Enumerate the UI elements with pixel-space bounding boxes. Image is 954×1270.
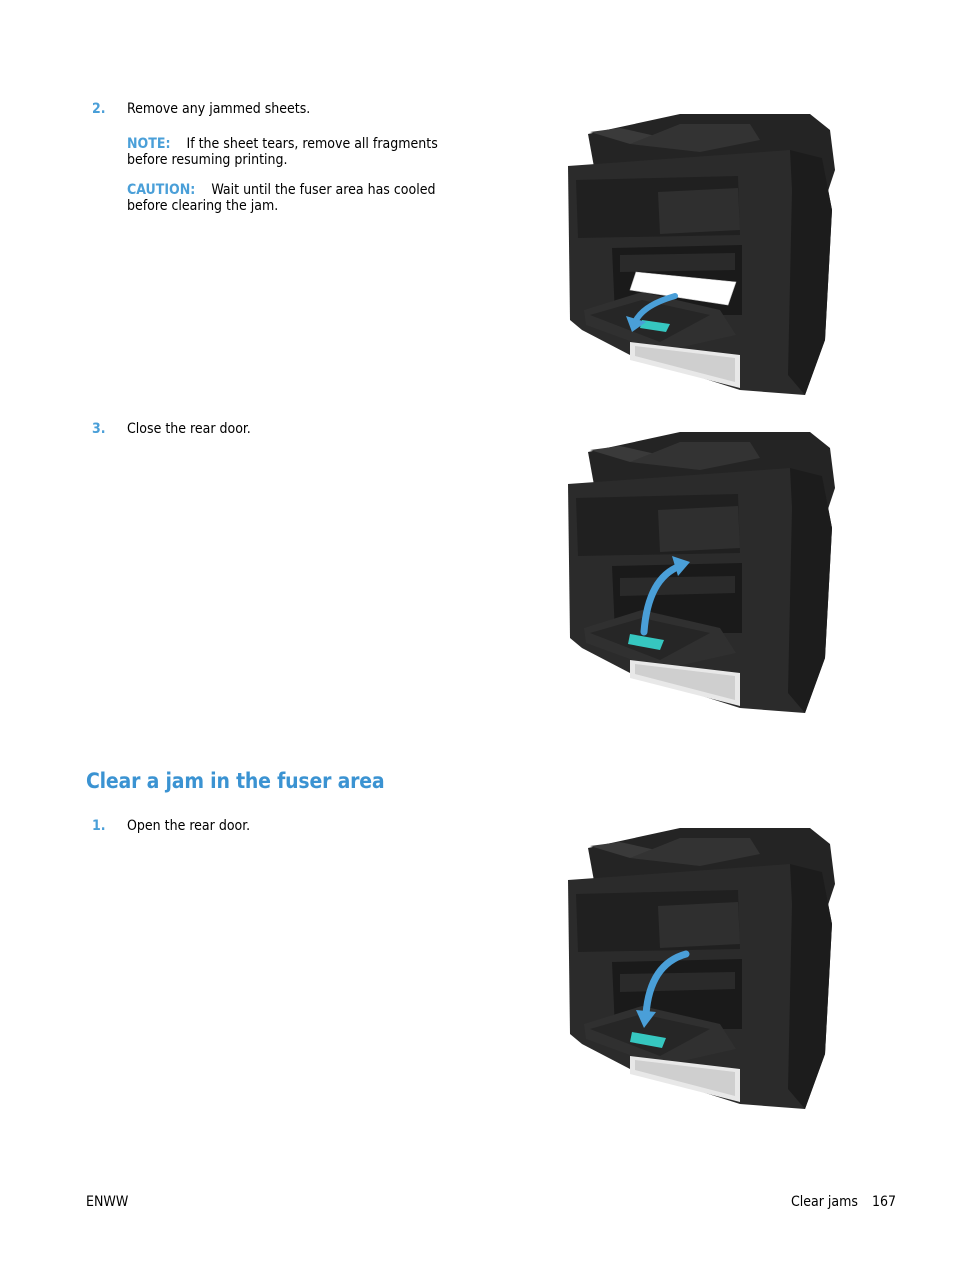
step-2-text: Remove any jammed sheets.	[127, 101, 311, 117]
step-3-text: Close the rear door.	[127, 421, 251, 437]
caution-label: CAUTION:	[127, 182, 196, 198]
footer-section: Clear jams	[790, 1194, 858, 1210]
caution-line1: Wait until the fuser area has cooled	[211, 182, 436, 198]
note	[127, 136, 487, 168]
printer-jam-image	[560, 110, 840, 400]
step-2-number: 2.	[92, 101, 106, 117]
printer-open-door-image	[560, 824, 840, 1114]
footer-left: ENWW	[86, 1194, 129, 1210]
footer-page-number: 167	[871, 1194, 896, 1210]
footer-right	[791, 1194, 896, 1210]
note-label: NOTE:	[127, 136, 171, 152]
note-line1: If the sheet tears, remove all fragments	[186, 136, 438, 152]
note-line2: before resuming printing.	[127, 152, 288, 168]
section-heading: Clear a jam in the fuser area	[86, 769, 385, 793]
step-1-number: 1.	[92, 818, 106, 834]
step-1-text: Open the rear door.	[127, 818, 251, 834]
step-3-number: 3.	[92, 421, 106, 437]
caution	[127, 182, 487, 214]
caution-line2: before clearing the jam.	[127, 198, 279, 214]
printer-close-door-image	[560, 428, 840, 718]
